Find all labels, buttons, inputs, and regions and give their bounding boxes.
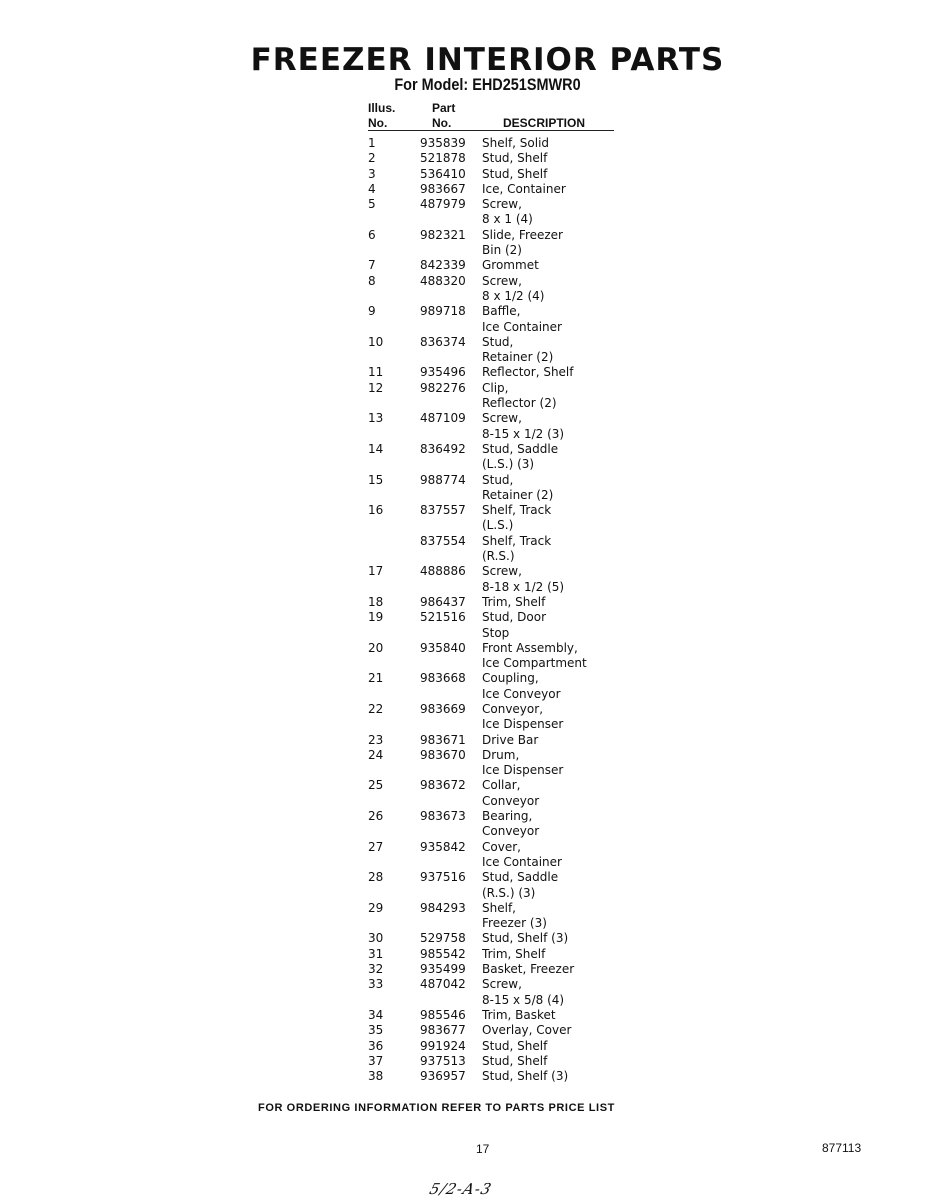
description: [482, 702, 940, 733]
part-number: 487109: [420, 411, 466, 426]
table-row: [0, 840, 940, 871]
description-line: (R.S.): [482, 549, 515, 564]
description-line: Retainer (2): [482, 350, 554, 365]
part-number: 985542: [420, 946, 466, 961]
part-number: 488886: [420, 564, 466, 579]
header-illus-line2: No.: [368, 116, 388, 130]
part-number: 983677: [420, 1023, 466, 1038]
description-line: 8 x 1 (4): [482, 212, 533, 227]
description-line: (L.S.) (3): [482, 457, 535, 472]
header-part-line2: No.: [432, 116, 452, 130]
description-line: Drive Bar: [482, 732, 539, 747]
part-number: 937516: [420, 870, 466, 885]
description-line: Stud, Saddle: [482, 870, 559, 885]
description-line: Bin (2): [482, 243, 522, 258]
description: [482, 733, 940, 748]
description-line: Screw,: [482, 197, 522, 212]
description: [482, 411, 940, 442]
part-number: 837557: [420, 503, 466, 518]
table-row: [0, 274, 940, 305]
description-line: Conveyor,: [482, 701, 544, 716]
description: [482, 1008, 940, 1023]
description: [482, 381, 940, 412]
illus-number: 25: [368, 778, 384, 793]
part-number: 935499: [420, 962, 466, 977]
description: [482, 610, 940, 641]
table-row: [0, 1039, 940, 1054]
table-row: [0, 182, 940, 197]
illus-number: 7: [368, 258, 376, 273]
table-row: [0, 228, 940, 259]
table-row: [0, 381, 940, 412]
description: [482, 809, 940, 840]
description: [482, 304, 940, 335]
description: [482, 182, 940, 197]
part-number: 936957: [420, 1069, 466, 1084]
description: [482, 931, 940, 946]
description-line: 8-15 x 1/2 (3): [482, 426, 565, 441]
part-number: 487979: [420, 197, 466, 212]
description-line: Stud,: [482, 334, 514, 349]
description: [482, 564, 940, 595]
illus-number: 3: [368, 166, 376, 181]
description-line: Cover,: [482, 839, 521, 854]
illus-number: 10: [368, 334, 384, 349]
illus-number: 18: [368, 594, 384, 609]
table-row: [0, 610, 940, 641]
table-row: [0, 197, 940, 228]
part-number: 842339: [420, 258, 466, 273]
description-line: Bearing,: [482, 809, 533, 824]
description-line: Grommet: [482, 258, 539, 273]
part-number: 983671: [420, 732, 466, 747]
description-line: Stud, Door: [482, 610, 547, 625]
handwritten-note: 5/2-A-3: [427, 1180, 495, 1198]
description-line: Screw,: [482, 564, 522, 579]
description-line: 8 x 1/2 (4): [482, 288, 545, 303]
description-line: Retainer (2): [482, 487, 554, 502]
part-number: 935839: [420, 136, 466, 150]
table-row: [0, 901, 940, 932]
illus-number: 31: [368, 946, 384, 961]
part-number: 982321: [420, 227, 466, 242]
illus-number: 12: [368, 380, 384, 395]
description: [482, 228, 940, 259]
table-row: [0, 167, 940, 182]
part-number: 935840: [420, 640, 466, 655]
parts-table: [0, 136, 940, 1084]
description-line: Baffle,: [482, 304, 521, 319]
description: [482, 534, 940, 565]
illus-number: 24: [368, 747, 384, 762]
description: [482, 136, 940, 151]
table-row: [0, 595, 940, 610]
table-row: [0, 442, 940, 473]
illus-number: 26: [368, 809, 384, 824]
description: [482, 778, 940, 809]
illus-number: 28: [368, 870, 384, 885]
table-row: [0, 534, 940, 565]
illus-number: 1: [368, 136, 376, 150]
description-line: Stud, Saddle: [482, 441, 559, 456]
description-line: Ice Conveyor: [482, 686, 561, 701]
table-row: [0, 962, 940, 977]
description-line: Clip,: [482, 380, 509, 395]
description-line: Shelf, Track: [482, 503, 552, 518]
description-line: Front Assembly,: [482, 640, 578, 655]
description-line: Ice Dispenser: [482, 717, 564, 732]
description-line: Slide, Freezer: [482, 227, 563, 242]
table-row: [0, 733, 940, 748]
description: [482, 671, 940, 702]
description-line: Ice, Container: [482, 181, 566, 196]
description: [482, 595, 940, 610]
illus-number: 5: [368, 197, 376, 212]
document-number: 877113: [822, 1141, 862, 1155]
description-line: Ice Dispenser: [482, 763, 564, 778]
part-number: 487042: [420, 977, 466, 992]
part-number: 985546: [420, 1007, 466, 1022]
table-row: [0, 564, 940, 595]
description: [482, 197, 940, 228]
description-line: Stop: [482, 625, 510, 640]
illus-number: 17: [368, 564, 384, 579]
description-line: Screw,: [482, 273, 522, 288]
part-number: 983668: [420, 671, 466, 686]
illus-number: 34: [368, 1007, 384, 1022]
part-number: 983667: [420, 181, 466, 196]
table-row: [0, 1054, 940, 1069]
table-row: [0, 671, 940, 702]
description-line: Collar,: [482, 778, 521, 793]
description: [482, 151, 940, 166]
description: [482, 641, 940, 672]
description-line: Ice Container: [482, 319, 562, 334]
description-line: Conveyor: [482, 824, 540, 839]
part-number: 988774: [420, 472, 466, 487]
description: [482, 748, 940, 779]
description-line: (R.S.) (3): [482, 885, 536, 900]
header-part-line1: Part: [432, 101, 456, 115]
description-line: 8-18 x 1/2 (5): [482, 579, 565, 594]
description-line: Shelf, Track: [482, 533, 552, 548]
description-line: Ice Compartment: [482, 656, 587, 671]
description-line: Trim, Shelf: [482, 594, 546, 609]
table-row: [0, 809, 940, 840]
part-number: 989718: [420, 304, 466, 319]
table-row: [0, 748, 940, 779]
illus-number: 19: [368, 610, 384, 625]
table-row: [0, 1008, 940, 1023]
description: [482, 947, 940, 962]
description-line: Drum,: [482, 747, 520, 762]
part-number: 935842: [420, 839, 466, 854]
description-line: Trim, Basket: [482, 1007, 556, 1022]
description: [482, 1054, 940, 1069]
description: [482, 442, 940, 473]
part-number: 982276: [420, 380, 466, 395]
part-number: 488320: [420, 273, 466, 288]
description-line: Stud, Shelf: [482, 151, 548, 166]
illus-number: 4: [368, 181, 376, 196]
description: [482, 901, 940, 932]
part-number: 837554: [420, 533, 466, 548]
description-line: Stud, Shelf (3): [482, 931, 569, 946]
description-line: Stud,: [482, 472, 514, 487]
illus-number: 6: [368, 227, 376, 242]
part-number: 935496: [420, 365, 466, 380]
part-number: 983673: [420, 809, 466, 824]
description-line: Stud, Shelf: [482, 1038, 548, 1053]
table-row: [0, 1023, 940, 1038]
illus-number: 16: [368, 503, 384, 518]
illus-number: 29: [368, 900, 384, 915]
illus-number: 23: [368, 732, 384, 747]
illus-number: 38: [368, 1069, 384, 1084]
description-line: Shelf, Solid: [482, 136, 550, 150]
illus-number: 35: [368, 1023, 384, 1038]
description: [482, 1023, 940, 1038]
description-line: Freezer (3): [482, 916, 547, 931]
model-subtitle: For Model: EHD251SMWR0: [394, 75, 581, 94]
illus-number: 20: [368, 640, 384, 655]
description-line: Reflector, Shelf: [482, 365, 574, 380]
illus-number: 15: [368, 472, 384, 487]
part-number: 991924: [420, 1038, 466, 1053]
table-row: [0, 411, 940, 442]
illus-number: 33: [368, 977, 384, 992]
description: [482, 274, 940, 305]
description: [482, 503, 940, 534]
header-illus: [368, 101, 395, 131]
part-number: 836374: [420, 334, 466, 349]
illus-number: 36: [368, 1038, 384, 1053]
part-number: 983670: [420, 747, 466, 762]
ordering-note: FOR ORDERING INFORMATION REFER TO PARTS PRICE LIST: [258, 1102, 615, 1114]
table-row: [0, 365, 940, 380]
illus-number: 27: [368, 839, 384, 854]
table-row: [0, 931, 940, 946]
description: [482, 1039, 940, 1054]
illus-number: 32: [368, 962, 384, 977]
description-line: Conveyor: [482, 793, 540, 808]
table-row: [0, 304, 940, 335]
part-number: 529758: [420, 931, 466, 946]
part-number: 521878: [420, 151, 466, 166]
header-illus-line1: Illus.: [368, 101, 396, 115]
description: [482, 365, 940, 380]
table-row: [0, 258, 940, 273]
description: [482, 335, 940, 366]
table-row: [0, 473, 940, 504]
page-title: FREEZER INTERIOR PARTS: [250, 42, 725, 78]
table-row: [0, 977, 940, 1008]
description-line: Coupling,: [482, 671, 539, 686]
table-row: [0, 503, 940, 534]
description-line: Basket, Freezer: [482, 962, 575, 977]
part-number: 536410: [420, 166, 466, 181]
illus-number: 21: [368, 671, 384, 686]
part-number: 983669: [420, 701, 466, 716]
part-number: 521516: [420, 610, 466, 625]
part-number: 983672: [420, 778, 466, 793]
description: [482, 840, 940, 871]
description-line: Screw,: [482, 977, 522, 992]
table-row: [0, 1069, 940, 1084]
part-number: 836492: [420, 441, 466, 456]
description-line: Shelf,: [482, 900, 516, 915]
illus-number: 30: [368, 931, 384, 946]
header-rule: [368, 130, 614, 131]
description-line: Overlay, Cover: [482, 1023, 572, 1038]
description-line: Trim, Shelf: [482, 946, 546, 961]
description-line: Stud, Shelf (3): [482, 1069, 569, 1084]
illus-number: 8: [368, 273, 376, 288]
description: [482, 1069, 940, 1084]
page-number: 17: [476, 1142, 490, 1156]
table-row: [0, 778, 940, 809]
table-row: [0, 136, 940, 151]
table-row: [0, 870, 940, 901]
part-number: 986437: [420, 594, 466, 609]
illus-number: 37: [368, 1053, 384, 1068]
table-row: [0, 335, 940, 366]
description-line: Reflector (2): [482, 396, 557, 411]
illus-number: 9: [368, 304, 376, 319]
part-number: 937513: [420, 1053, 466, 1068]
header-description: DESCRIPTION: [503, 116, 586, 130]
illus-number: 13: [368, 411, 384, 426]
part-number: 984293: [420, 900, 466, 915]
table-row: [0, 151, 940, 166]
description-line: 8-15 x 5/8 (4): [482, 992, 565, 1007]
description: [482, 977, 940, 1008]
description-line: Screw,: [482, 411, 522, 426]
description-line: Stud, Shelf: [482, 1053, 548, 1068]
description: [482, 473, 940, 504]
description: [482, 962, 940, 977]
description-line: (L.S.): [482, 518, 514, 533]
description-line: Stud, Shelf: [482, 166, 548, 181]
description-line: Ice Container: [482, 854, 562, 869]
illus-number: 2: [368, 151, 376, 166]
illus-number: 22: [368, 701, 384, 716]
table-row: [0, 641, 940, 672]
description: [482, 258, 940, 273]
description: [482, 167, 940, 182]
table-row: [0, 947, 940, 962]
illus-number: 14: [368, 441, 384, 456]
illus-number: 11: [368, 365, 384, 380]
header-part: [432, 101, 455, 131]
description: [482, 870, 940, 901]
table-row: [0, 702, 940, 733]
